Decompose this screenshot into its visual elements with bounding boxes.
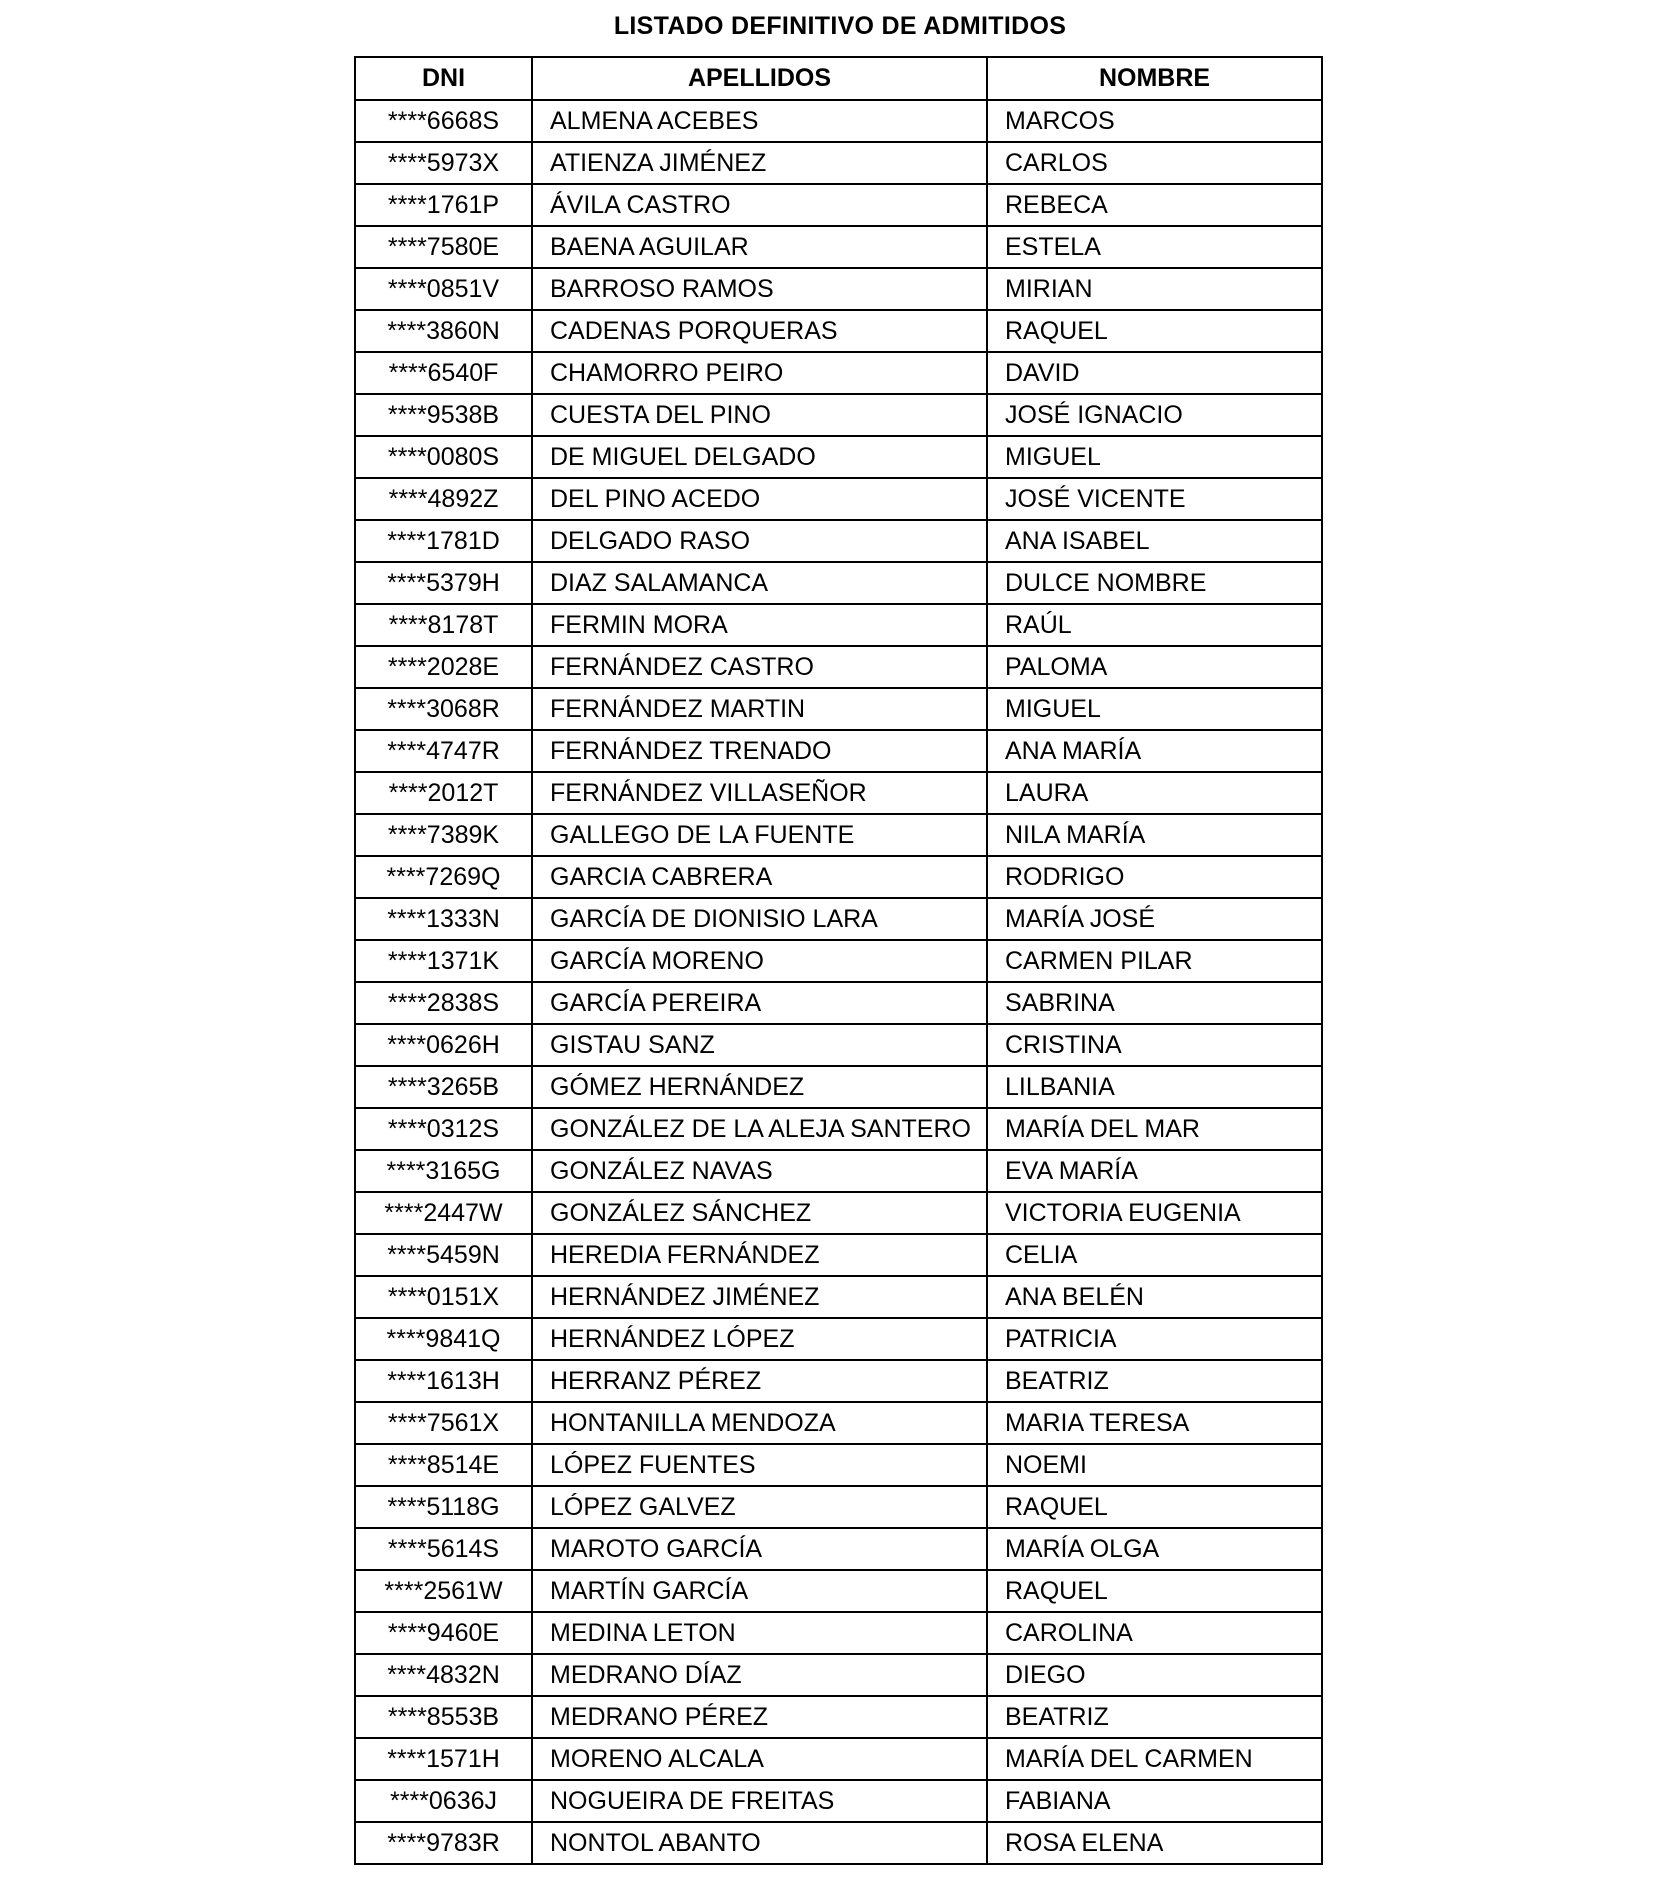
cell-nombre: RAÚL	[987, 604, 1322, 646]
cell-dni: ****9460E	[355, 1612, 532, 1654]
table-row	[355, 1738, 1322, 1780]
cell-nombre: LAURA	[987, 772, 1322, 814]
table-row	[355, 436, 1322, 478]
cell-dni: ****8178T	[355, 604, 532, 646]
table-row	[355, 1654, 1322, 1696]
cell-nombre: CRISTINA	[987, 1024, 1322, 1066]
table-row	[355, 394, 1322, 436]
cell-nombre: PALOMA	[987, 646, 1322, 688]
cell-nombre: JOSÉ IGNACIO	[987, 394, 1322, 436]
cell-dni: ****0636J	[355, 1780, 532, 1822]
cell-dni: ****1371K	[355, 940, 532, 982]
cell-nombre: VICTORIA EUGENIA	[987, 1192, 1322, 1234]
cell-apellidos: CADENAS PORQUERAS	[532, 310, 987, 352]
cell-apellidos: NOGUEIRA DE FREITAS	[532, 1780, 987, 1822]
table-row	[355, 142, 1322, 184]
cell-apellidos: FERNÁNDEZ VILLASEÑOR	[532, 772, 987, 814]
table-row	[355, 310, 1322, 352]
cell-dni: ****5459N	[355, 1234, 532, 1276]
cell-dni: ****4832N	[355, 1654, 532, 1696]
cell-nombre: DULCE NOMBRE	[987, 562, 1322, 604]
cell-apellidos: FERNÁNDEZ MARTIN	[532, 688, 987, 730]
table-row	[355, 1696, 1322, 1738]
cell-nombre: MARÍA OLGA	[987, 1528, 1322, 1570]
cell-nombre: BEATRIZ	[987, 1696, 1322, 1738]
table-row	[355, 1024, 1322, 1066]
cell-dni: ****9783R	[355, 1822, 532, 1864]
table-row	[355, 982, 1322, 1024]
table-row	[355, 1234, 1322, 1276]
table-row	[355, 1570, 1322, 1612]
cell-apellidos: DE MIGUEL DELGADO	[532, 436, 987, 478]
cell-apellidos: HERNÁNDEZ JIMÉNEZ	[532, 1276, 987, 1318]
cell-dni: ****9841Q	[355, 1318, 532, 1360]
cell-apellidos: MEDINA LETON	[532, 1612, 987, 1654]
column-header-dni: DNI	[355, 57, 532, 100]
cell-nombre: FABIANA	[987, 1780, 1322, 1822]
table-row	[355, 688, 1322, 730]
cell-nombre: JOSÉ VICENTE	[987, 478, 1322, 520]
cell-apellidos: CUESTA DEL PINO	[532, 394, 987, 436]
cell-dni: ****7561X	[355, 1402, 532, 1444]
table-row	[355, 226, 1322, 268]
cell-apellidos: ÁVILA CASTRO	[532, 184, 987, 226]
cell-nombre: SABRINA	[987, 982, 1322, 1024]
cell-dni: ****7389K	[355, 814, 532, 856]
table-row	[355, 604, 1322, 646]
cell-apellidos: BAENA AGUILAR	[532, 226, 987, 268]
cell-apellidos: CHAMORRO PEIRO	[532, 352, 987, 394]
cell-apellidos: LÓPEZ GALVEZ	[532, 1486, 987, 1528]
table-row	[355, 1486, 1322, 1528]
table-row	[355, 1276, 1322, 1318]
cell-apellidos: GONZÁLEZ SÁNCHEZ	[532, 1192, 987, 1234]
table-row	[355, 1528, 1322, 1570]
cell-nombre: REBECA	[987, 184, 1322, 226]
cell-nombre: MIGUEL	[987, 436, 1322, 478]
cell-dni: ****3860N	[355, 310, 532, 352]
cell-apellidos: NONTOL ABANTO	[532, 1822, 987, 1864]
cell-apellidos: HEREDIA FERNÁNDEZ	[532, 1234, 987, 1276]
table-row	[355, 814, 1322, 856]
cell-nombre: MARÍA JOSÉ	[987, 898, 1322, 940]
cell-apellidos: GALLEGO DE LA FUENTE	[532, 814, 987, 856]
cell-nombre: CAROLINA	[987, 1612, 1322, 1654]
table-row	[355, 898, 1322, 940]
table-row	[355, 646, 1322, 688]
cell-dni: ****2012T	[355, 772, 532, 814]
cell-nombre: MARIA TERESA	[987, 1402, 1322, 1444]
cell-apellidos: FERMIN MORA	[532, 604, 987, 646]
cell-apellidos: FERNÁNDEZ CASTRO	[532, 646, 987, 688]
cell-dni: ****0080S	[355, 436, 532, 478]
cell-dni: ****1761P	[355, 184, 532, 226]
cell-nombre: MARÍA DEL MAR	[987, 1108, 1322, 1150]
cell-dni: ****0851V	[355, 268, 532, 310]
cell-dni: ****1613H	[355, 1360, 532, 1402]
cell-apellidos: MEDRANO PÉREZ	[532, 1696, 987, 1738]
cell-nombre: CARMEN PILAR	[987, 940, 1322, 982]
cell-dni: ****5379H	[355, 562, 532, 604]
cell-nombre: RODRIGO	[987, 856, 1322, 898]
cell-nombre: MARÍA DEL CARMEN	[987, 1738, 1322, 1780]
cell-nombre: MIGUEL	[987, 688, 1322, 730]
cell-nombre: BEATRIZ	[987, 1360, 1322, 1402]
cell-apellidos: HERNÁNDEZ LÓPEZ	[532, 1318, 987, 1360]
cell-dni: ****2561W	[355, 1570, 532, 1612]
table-row	[355, 730, 1322, 772]
cell-dni: ****8553B	[355, 1696, 532, 1738]
cell-nombre: DAVID	[987, 352, 1322, 394]
cell-dni: ****3068R	[355, 688, 532, 730]
cell-apellidos: GONZÁLEZ DE LA ALEJA SANTERO	[532, 1108, 987, 1150]
cell-nombre: NOEMI	[987, 1444, 1322, 1486]
cell-apellidos: MAROTO GARCÍA	[532, 1528, 987, 1570]
cell-apellidos: BARROSO RAMOS	[532, 268, 987, 310]
cell-dni: ****5614S	[355, 1528, 532, 1570]
table-row	[355, 1360, 1322, 1402]
cell-dni: ****2838S	[355, 982, 532, 1024]
cell-dni: ****7580E	[355, 226, 532, 268]
cell-dni: ****1333N	[355, 898, 532, 940]
cell-apellidos: FERNÁNDEZ TRENADO	[532, 730, 987, 772]
cell-apellidos: GÓMEZ HERNÁNDEZ	[532, 1066, 987, 1108]
cell-nombre: CELIA	[987, 1234, 1322, 1276]
cell-apellidos: ATIENZA JIMÉNEZ	[532, 142, 987, 184]
table-row	[355, 1192, 1322, 1234]
cell-dni: ****9538B	[355, 394, 532, 436]
admitted-list-table	[354, 56, 1323, 1865]
cell-nombre: ANA MARÍA	[987, 730, 1322, 772]
table-row	[355, 100, 1322, 142]
cell-dni: ****3165G	[355, 1150, 532, 1192]
cell-apellidos: GARCÍA DE DIONISIO LARA	[532, 898, 987, 940]
cell-nombre: LILBANIA	[987, 1066, 1322, 1108]
cell-apellidos: GISTAU SANZ	[532, 1024, 987, 1066]
cell-dni: ****6540F	[355, 352, 532, 394]
cell-dni: ****4892Z	[355, 478, 532, 520]
table-row	[355, 1822, 1322, 1864]
cell-apellidos: MEDRANO DÍAZ	[532, 1654, 987, 1696]
table-row	[355, 1612, 1322, 1654]
cell-nombre: PATRICIA	[987, 1318, 1322, 1360]
cell-apellidos: GARCÍA MORENO	[532, 940, 987, 982]
cell-dni: ****7269Q	[355, 856, 532, 898]
cell-dni: ****2447W	[355, 1192, 532, 1234]
cell-dni: ****1781D	[355, 520, 532, 562]
table-row	[355, 478, 1322, 520]
table-row	[355, 1444, 1322, 1486]
cell-apellidos: DEL PINO ACEDO	[532, 478, 987, 520]
cell-apellidos: HERRANZ PÉREZ	[532, 1360, 987, 1402]
cell-nombre: MARCOS	[987, 100, 1322, 142]
cell-apellidos: MARTÍN GARCÍA	[532, 1570, 987, 1612]
table-row	[355, 1150, 1322, 1192]
cell-apellidos: MORENO ALCALA	[532, 1738, 987, 1780]
table-row	[355, 856, 1322, 898]
table-row	[355, 1318, 1322, 1360]
cell-apellidos: GARCÍA PEREIRA	[532, 982, 987, 1024]
cell-apellidos: GONZÁLEZ NAVAS	[532, 1150, 987, 1192]
cell-nombre: EVA MARÍA	[987, 1150, 1322, 1192]
cell-nombre: NILA MARÍA	[987, 814, 1322, 856]
table-row	[355, 1066, 1322, 1108]
column-header-nombre: NOMBRE	[987, 57, 1322, 100]
table-row	[355, 268, 1322, 310]
cell-nombre: MIRIAN	[987, 268, 1322, 310]
cell-apellidos: LÓPEZ FUENTES	[532, 1444, 987, 1486]
table-body	[355, 100, 1322, 1864]
table-row	[355, 940, 1322, 982]
cell-apellidos: GARCIA CABRERA	[532, 856, 987, 898]
cell-dni: ****4747R	[355, 730, 532, 772]
page-title: LISTADO DEFINITIVO DE ADMITIDOS	[613, 12, 1067, 40]
table-row	[355, 184, 1322, 226]
cell-dni: ****6668S	[355, 100, 532, 142]
cell-nombre: RAQUEL	[987, 1486, 1322, 1528]
table-row	[355, 1780, 1322, 1822]
cell-dni: ****0626H	[355, 1024, 532, 1066]
cell-nombre: DIEGO	[987, 1654, 1322, 1696]
cell-nombre: ROSA ELENA	[987, 1822, 1322, 1864]
table-row	[355, 562, 1322, 604]
cell-nombre: RAQUEL	[987, 310, 1322, 352]
cell-dni: ****2028E	[355, 646, 532, 688]
cell-nombre: CARLOS	[987, 142, 1322, 184]
cell-apellidos: ALMENA ACEBES	[532, 100, 987, 142]
table-row	[355, 1108, 1322, 1150]
cell-dni: ****5118G	[355, 1486, 532, 1528]
cell-apellidos: HONTANILLA MENDOZA	[532, 1402, 987, 1444]
cell-dni: ****3265B	[355, 1066, 532, 1108]
cell-dni: ****8514E	[355, 1444, 532, 1486]
table-row	[355, 772, 1322, 814]
cell-dni: ****0312S	[355, 1108, 532, 1150]
cell-dni: ****0151X	[355, 1276, 532, 1318]
cell-apellidos: DIAZ SALAMANCA	[532, 562, 987, 604]
table-row	[355, 352, 1322, 394]
column-header-apellidos: APELLIDOS	[532, 57, 987, 100]
table-row	[355, 1402, 1322, 1444]
cell-nombre: ESTELA	[987, 226, 1322, 268]
cell-dni: ****1571H	[355, 1738, 532, 1780]
cell-nombre: RAQUEL	[987, 1570, 1322, 1612]
header-row	[355, 57, 1322, 100]
cell-dni: ****5973X	[355, 142, 532, 184]
cell-apellidos: DELGADO RASO	[532, 520, 987, 562]
table-header	[355, 57, 1322, 100]
table-row	[355, 520, 1322, 562]
cell-nombre: ANA ISABEL	[987, 520, 1322, 562]
cell-nombre: ANA BELÉN	[987, 1276, 1322, 1318]
